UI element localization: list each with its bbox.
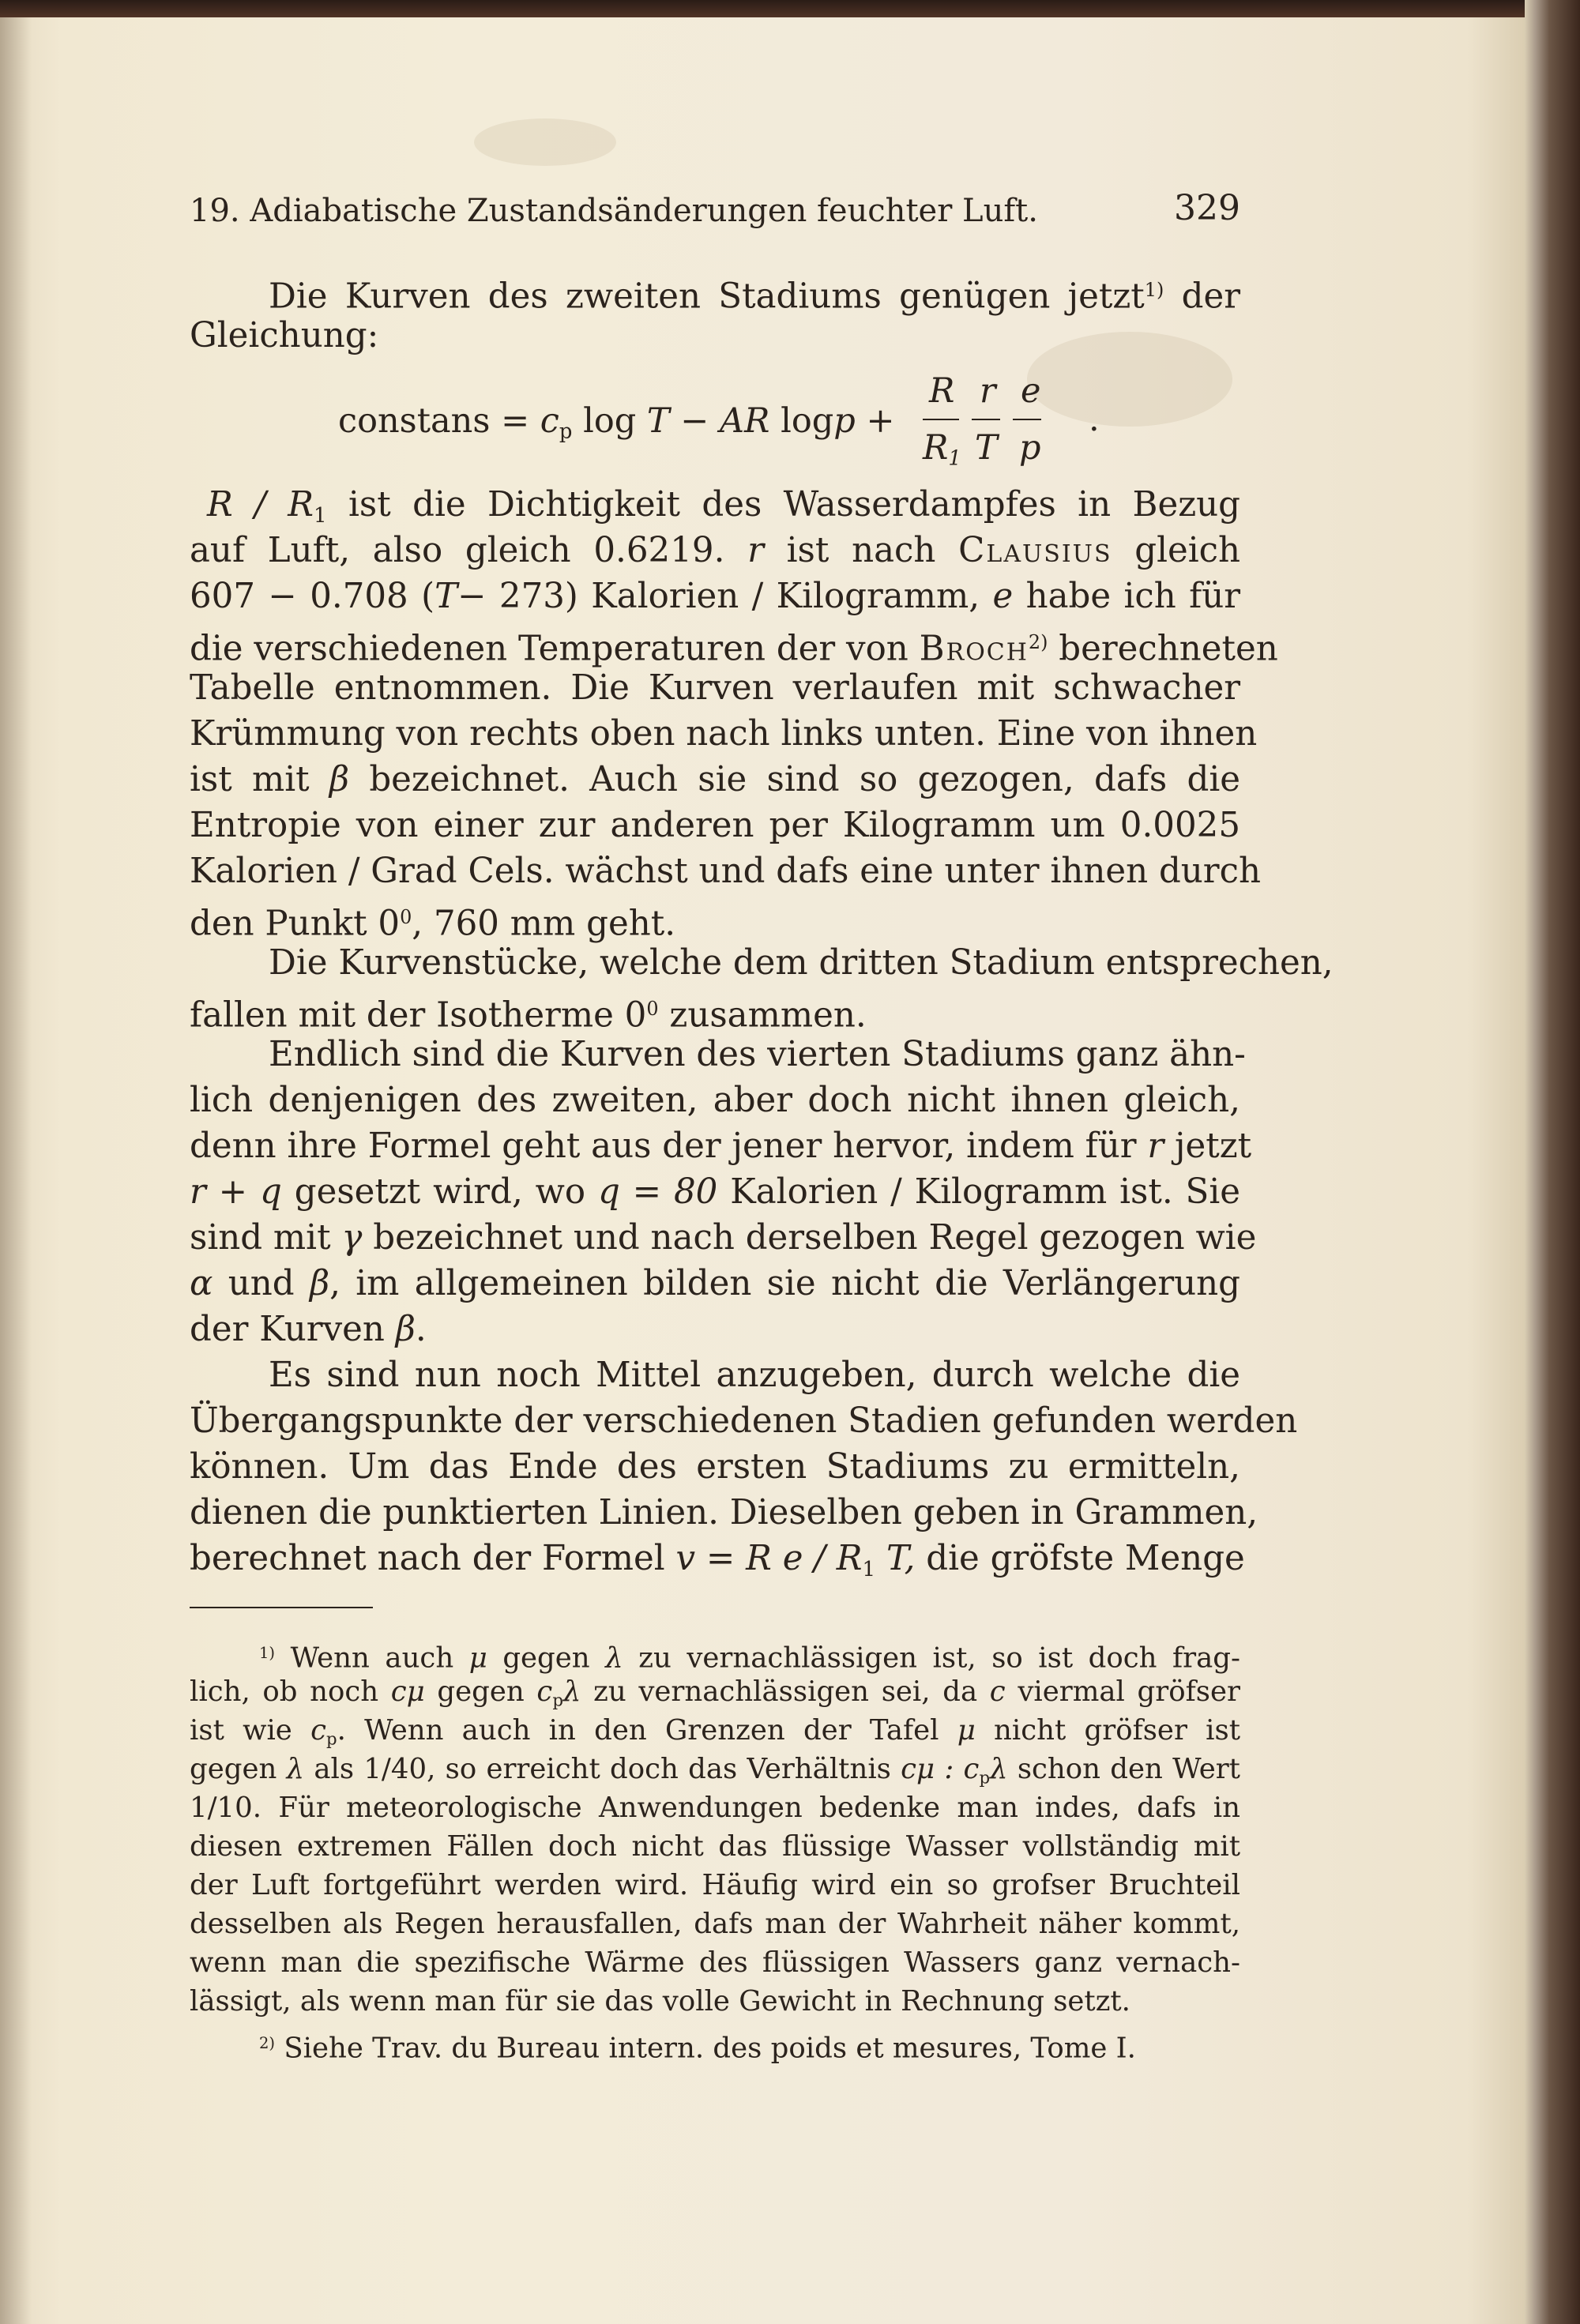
math-subscript: 1: [862, 1557, 876, 1581]
footnote-2: [190, 2024, 1240, 2063]
footnote-ref: 2): [1028, 631, 1048, 653]
math-expression: v = R e / R: [675, 1539, 863, 1578]
footnote-ref: 1): [1144, 279, 1164, 301]
text-span: zu vernachlässigen ist, so ist doch frag-: [638, 1641, 1241, 1675]
text-line: [190, 1032, 1246, 1077]
text-line: [190, 1750, 1240, 1788]
text-span: Die Kurven des zweiten Stadiums genügen jetzt: [269, 276, 1145, 317]
footnote-mark: 1): [259, 1644, 276, 1662]
text-span: gegen: [437, 1675, 525, 1708]
math-symbol: c: [310, 1714, 326, 1747]
text-line: lich denjenigen des zweiten, aber doch nicht ihnen gleich,: [190, 1081, 1240, 1120]
text-line: [190, 267, 1240, 317]
text-span: und: [228, 1264, 295, 1303]
math-symbol: β: [309, 1264, 330, 1303]
math-symbol: λ: [605, 1641, 623, 1675]
text-line: [190, 619, 1278, 669]
text-line: [190, 1634, 1241, 1675]
eq-word: constans: [338, 401, 491, 441]
fraction: 1/40: [363, 1753, 427, 1785]
math-subscript: p: [979, 1768, 991, 1788]
text-span: denn ihre Formel geht aus der jener hervor, indem für: [190, 1126, 1137, 1166]
math-expression: cμ : c: [901, 1753, 980, 1785]
text-line: diesen extremen Fällen doch nicht das flüssige Wasser vollständig mit: [190, 1830, 1240, 1863]
math-symbol: λ: [562, 1675, 581, 1708]
text-line: [190, 2024, 1240, 2063]
math-symbol: μ: [468, 1641, 487, 1675]
math-symbol: c: [989, 1675, 1006, 1708]
text-span: Kalorien / Kilogramm ist. Sie: [717, 1172, 1240, 1212]
fraction-denominator: [923, 428, 961, 471]
math-symbol: λ: [990, 1753, 1008, 1785]
text-line: Gleichung:: [190, 316, 379, 355]
math-symbol: β: [329, 760, 350, 799]
text-line: können. Um das Ende des ersten Stadiums zu ermitteln,: [190, 1447, 1240, 1487]
text-span: gegen: [502, 1641, 590, 1675]
text-span: der: [1164, 276, 1240, 317]
math-symbol: T: [434, 577, 458, 616]
text-span: . Wenn auch in den Grenzen der Tafel: [337, 1714, 939, 1747]
text-span: Die Kurvenstücke, welche dem dritten Stadium entsprechen,: [269, 943, 1334, 983]
eq-subscript: 1: [948, 446, 961, 471]
text-line: [190, 1123, 1252, 1169]
eq-symbol: c: [540, 401, 559, 441]
text-span: 607 − 0.708 (: [190, 577, 435, 616]
text-span: , 760 mm geht.: [412, 904, 676, 944]
text-line: Krümmung von rechts oben nach links unten. Eine von ihnen: [190, 714, 1258, 754]
eq-sign: −: [680, 401, 709, 441]
math-symbol: λ: [286, 1753, 305, 1785]
text-span: zu vernachlässigen sei, da: [593, 1675, 978, 1708]
text-span: den Punkt 0: [190, 904, 401, 944]
paragraph-4: [190, 1352, 1298, 1581]
text-span: nicht gröfser ist: [994, 1714, 1240, 1747]
book-cover-right-edge: [1525, 0, 1580, 2324]
fraction-denominator: T: [975, 428, 998, 468]
math-subscript: 1: [313, 503, 327, 528]
text-line: [190, 1352, 1240, 1398]
paragraph-3: [190, 1032, 1257, 1352]
footnote-1: [190, 1634, 1240, 2021]
text-line: [190, 757, 1240, 803]
eq-symbol: AR: [719, 401, 770, 441]
text-span: bezeichnet und nach derselben Regel gezogen wie: [373, 1218, 1257, 1258]
text-line: [190, 940, 1334, 986]
text-span: die verschiedenen Temperaturen der von: [190, 629, 908, 669]
fraction-bar: [1013, 419, 1041, 420]
text-line: [190, 894, 1240, 944]
text-span: , so erreicht doch das Verhältnis: [427, 1753, 891, 1785]
page-gutter-shadow: [0, 17, 32, 2324]
equation-left-side: [338, 401, 895, 444]
text-span: viermal gröfser: [1018, 1675, 1240, 1708]
text-span: berechnet nach der Formel: [190, 1539, 665, 1578]
page-number: 329: [1174, 188, 1240, 228]
text-span: auf Luft, also gleich 0.6219.: [190, 531, 725, 570]
eq-subscript: p: [559, 419, 573, 444]
eq-word: log: [781, 401, 834, 441]
text-span: ist die Dichtigkeit des Wasserdampfes in Bezug: [348, 485, 1240, 525]
text-span: Es sind nun noch Mittel anzugeben, durch welche die: [269, 1356, 1240, 1395]
math-symbol: r: [747, 531, 764, 570]
eq-sign: +: [866, 401, 895, 441]
text-line: Übergangspunkte der verschiedenen Stadien gefunden werden: [190, 1401, 1298, 1441]
text-span: Endlich sind die Kurven des vierten Stadiums ganz ähn-: [269, 1035, 1246, 1074]
math-expression: q = 80: [597, 1172, 718, 1212]
math-symbol: β: [395, 1310, 416, 1349]
text-line: der Luft fortgeführt werden wird. Häufig wird ein so grofser Bruchteil: [190, 1869, 1240, 1901]
text-span: gegen: [190, 1753, 277, 1785]
degree-mark: 0: [400, 906, 412, 928]
text-span: lich, ob noch: [190, 1675, 379, 1708]
math-symbol: μ: [957, 1714, 976, 1747]
fraction-numerator: r: [980, 371, 996, 411]
text-span: . Für meteorologische Anwendungen bedenke man indes, dafs in: [252, 1792, 1240, 1824]
author-name: Clausius: [958, 531, 1112, 570]
fraction-numerator: R: [929, 371, 955, 411]
text-span: der Kurven: [190, 1310, 385, 1349]
eq-sign: =: [501, 401, 530, 441]
footnote-divider: [190, 1607, 373, 1608]
text-span: jetzt: [1164, 1126, 1252, 1166]
text-line: [190, 1307, 1240, 1352]
text-line: wenn man die spezifische Wärme des flüssigen Wassers ganz vernach-: [190, 1946, 1240, 1979]
text-span: als: [314, 1753, 355, 1785]
math-subscript: p: [325, 1729, 337, 1750]
text-span: zusammen.: [658, 995, 867, 1036]
math-symbol: c: [536, 1675, 553, 1708]
text-span: habe ich für: [1025, 577, 1241, 616]
text-span: ist wie: [190, 1714, 292, 1747]
text-line: desselben als Regen herausfallen, dafs man der Wahrheit näher kommt,: [190, 1908, 1240, 1940]
text-line: Entropie von einer zur anderen per Kilogramm um 0.0025: [190, 806, 1240, 845]
author-name: Broch: [919, 629, 1029, 669]
text-line: lässigt, als wenn man für sie das volle Gewicht in Rechnung setzt.: [190, 1985, 1130, 2018]
eq-symbol: p: [833, 401, 856, 441]
text-span: .: [415, 1310, 427, 1349]
intro-paragraph: [190, 267, 1240, 359]
paper-stain: [474, 118, 616, 166]
fraction-bar: [972, 419, 1000, 420]
paragraph-1: [190, 482, 1278, 944]
text-line: Tabelle entnommen. Die Kurven verlaufen mit schwacher: [190, 668, 1240, 708]
paragraph-2: [190, 940, 1334, 1036]
eq-symbol: R: [923, 428, 949, 468]
equation-period: .: [1089, 400, 1100, 439]
text-span: , im allgemeinen bilden sie nicht die Verlängerung: [329, 1264, 1241, 1303]
eq-symbol: T: [646, 401, 670, 441]
text-span: die gröfste Menge: [926, 1539, 1245, 1578]
text-span: − 273) Kalorien / Kilogramm,: [457, 577, 980, 616]
math-subscript: p: [552, 1690, 563, 1711]
text-line: dienen die punktierten Linien. Dieselben geben in Grammen,: [190, 1493, 1258, 1532]
math-symbol: γ: [341, 1218, 363, 1258]
text-span: ist nach: [786, 531, 936, 570]
text-span: bezeichnet. Auch sie sind so gezogen, dafs die: [369, 760, 1240, 799]
text-line: Kalorien / Grad Cels. wächst und dafs eine unter ihnen durch: [190, 852, 1261, 891]
entropy-equation: [338, 371, 1128, 471]
text-span: berechneten: [1059, 629, 1278, 669]
text-span: Siehe Trav. du Bureau intern. des poids et mesures, Tome I.: [284, 2032, 1136, 2065]
text-line: [190, 482, 1240, 528]
math-symbol: cμ: [390, 1675, 425, 1708]
degree-mark: 0: [646, 998, 659, 1020]
text-line: [190, 1711, 1240, 1750]
text-line: [190, 986, 1240, 1036]
running-header: [190, 180, 1240, 235]
text-span: schon den Wert: [1017, 1753, 1240, 1785]
text-line: [190, 1169, 1240, 1215]
eq-word: log: [583, 401, 637, 441]
math-symbol: e: [992, 577, 1014, 616]
text-span: gleich: [1134, 531, 1241, 570]
text-line: [190, 1261, 1240, 1307]
text-line: [190, 1215, 1257, 1261]
text-span: Wenn auch: [290, 1641, 454, 1675]
fraction-denominator: p: [1019, 428, 1041, 468]
text-span: fallen mit der Isotherme 0: [190, 995, 647, 1036]
text-line: [190, 528, 1240, 573]
fraction: 1/10: [190, 1792, 253, 1824]
text-line: [190, 1536, 1245, 1581]
text-line: [190, 1672, 1240, 1711]
footnote-mark: 2): [259, 2034, 276, 2052]
math-symbol: α: [190, 1264, 213, 1303]
chapter-title: 19. Adiabatische Zustandsänderungen feuchter Luft.: [190, 193, 1038, 229]
text-line: [190, 1788, 1240, 1827]
fraction-bar: [923, 419, 959, 420]
math-expression: r + q: [190, 1172, 282, 1212]
text-span: sind mit: [190, 1218, 331, 1258]
math-symbol: r: [1147, 1126, 1164, 1166]
math-symbol: R / R: [207, 485, 314, 525]
fraction-numerator: e: [1021, 371, 1041, 411]
text-line: [190, 573, 1240, 619]
math-expression: T,: [875, 1539, 916, 1578]
text-span: ist mit: [190, 760, 310, 799]
text-span: gesetzt wird, wo: [281, 1172, 598, 1212]
